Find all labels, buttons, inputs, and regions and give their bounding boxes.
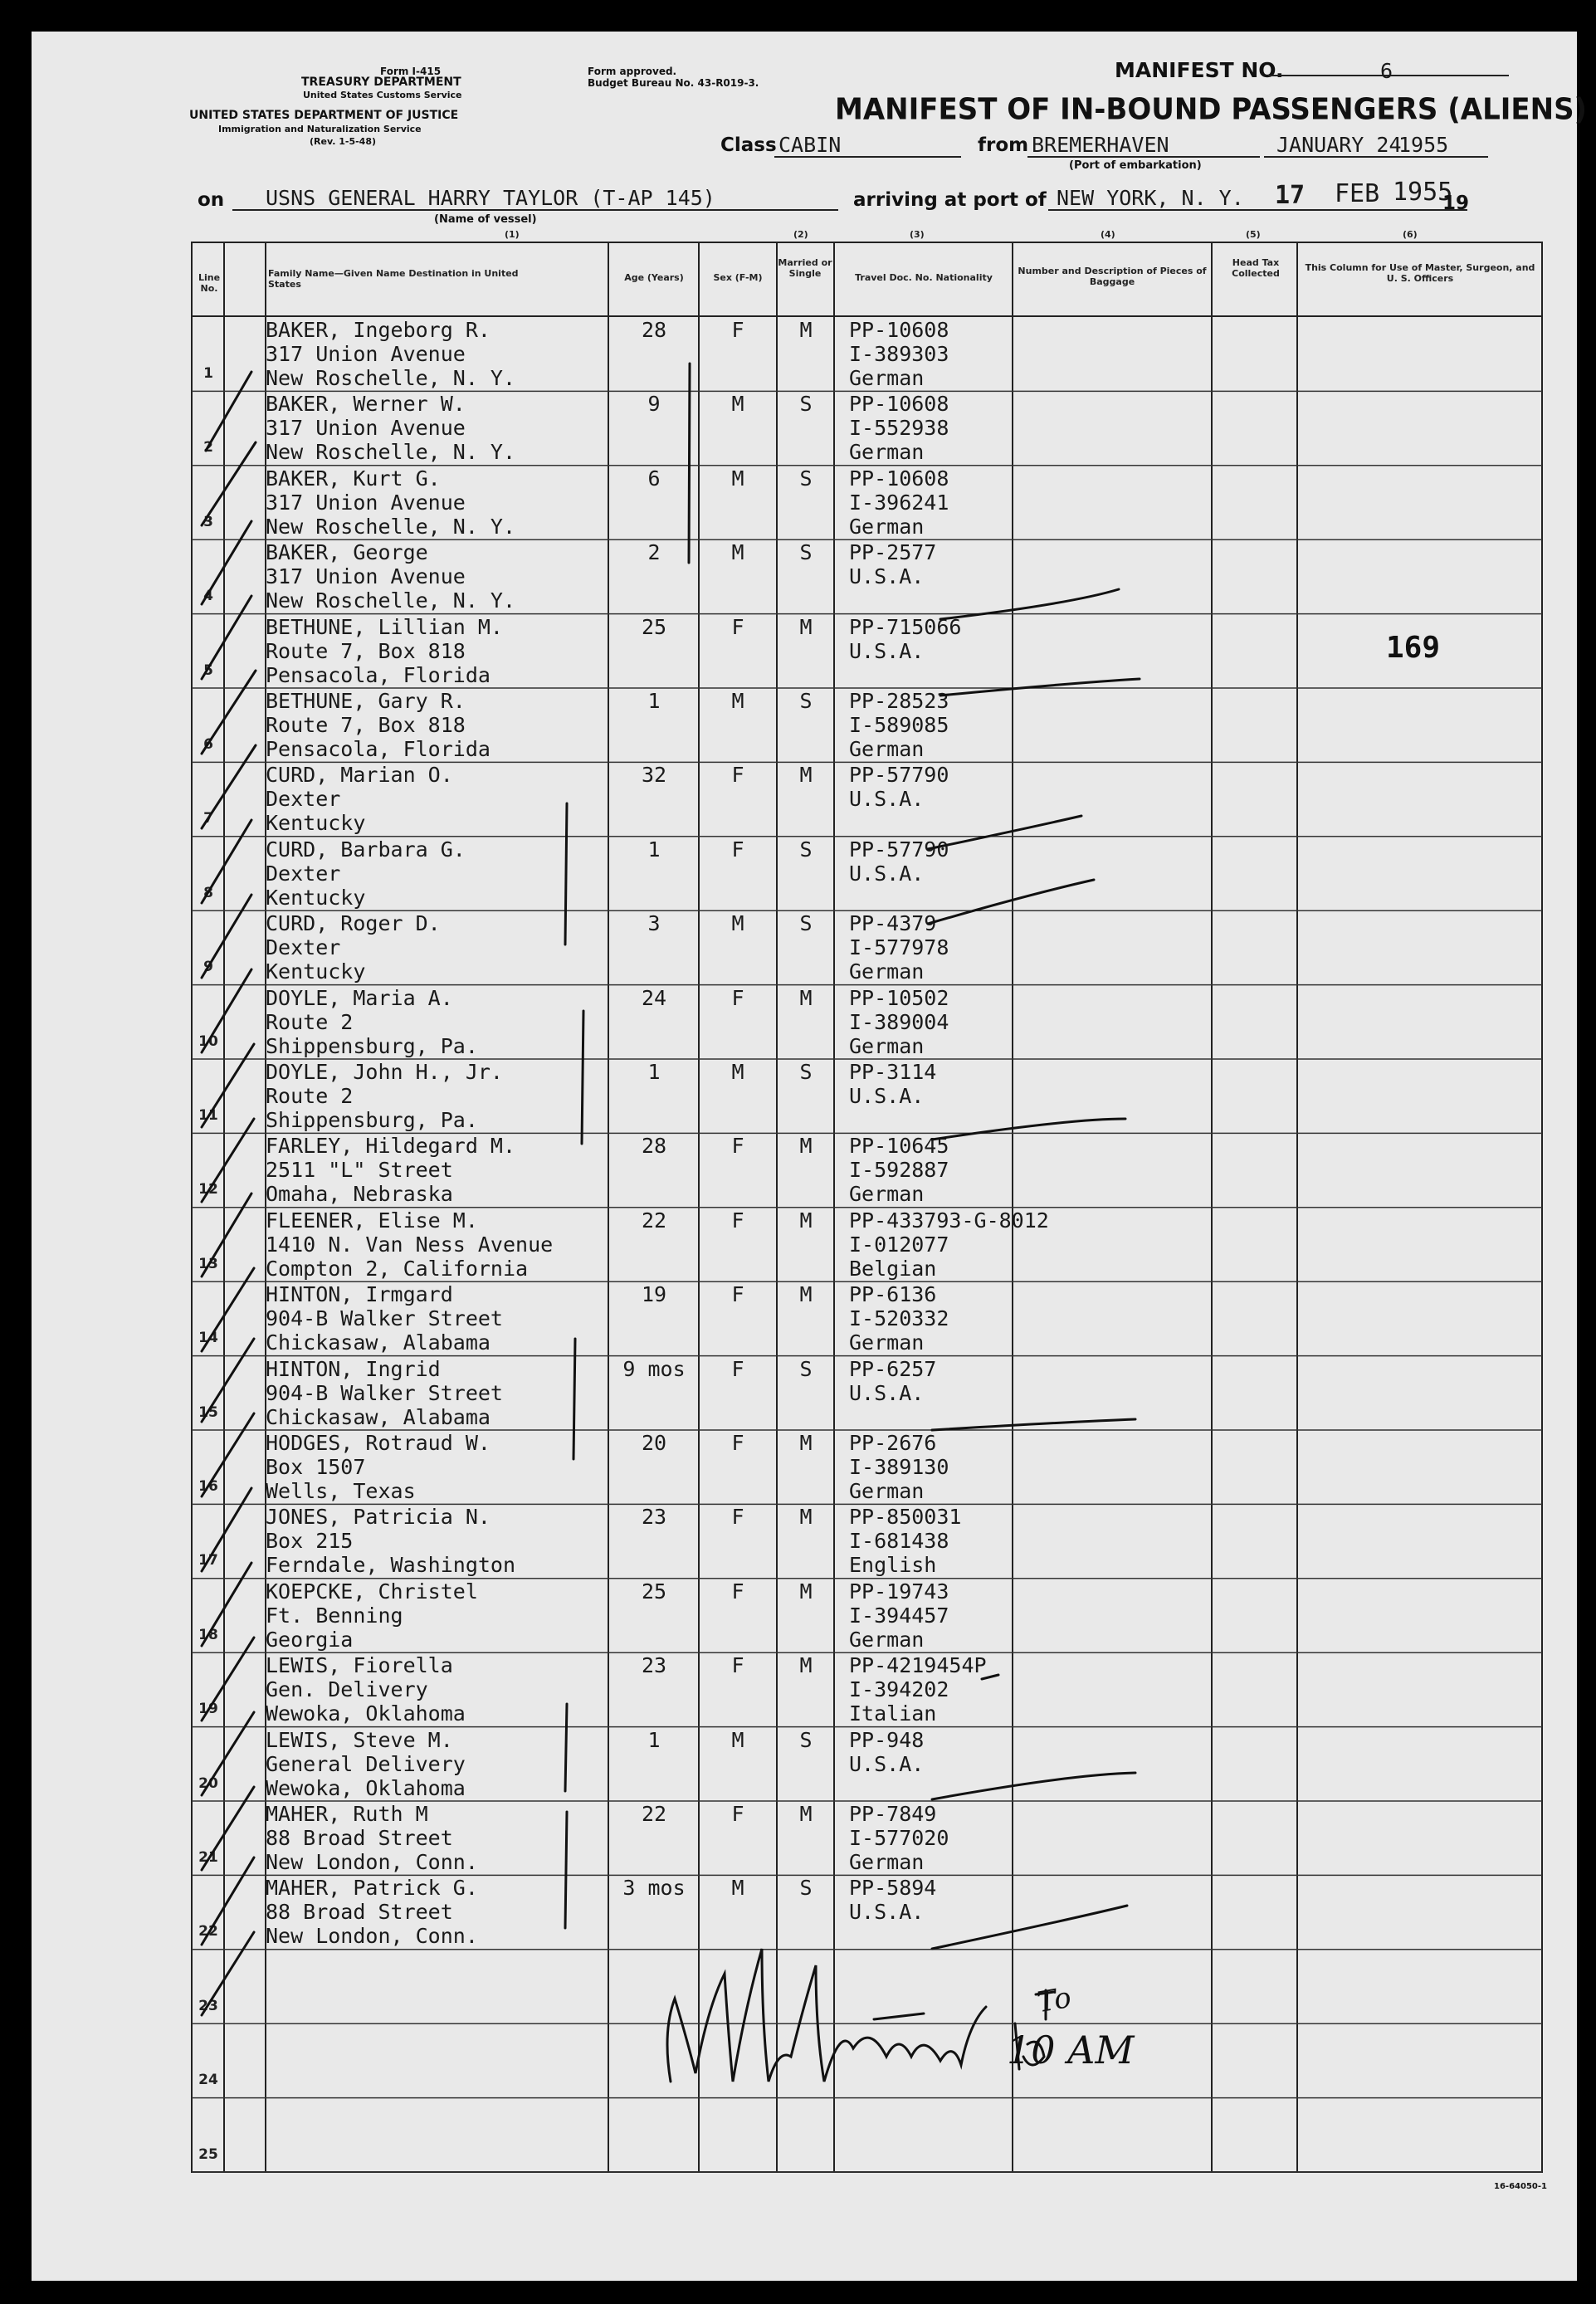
travel-doc-number: PP-28523: [849, 689, 949, 713]
passenger-marital-status: S: [799, 1060, 813, 1084]
passenger-address: 904-B Walker Street: [266, 1380, 503, 1405]
passenger-age: 9 mos: [622, 1356, 686, 1381]
passenger-age: 22: [641, 1802, 667, 1826]
passenger-address: 317 Union Avenue: [266, 416, 466, 441]
passenger-age: 9: [647, 392, 661, 417]
travel-doc-number: PP-10645: [849, 1134, 949, 1159]
annotation-number: 169: [1386, 631, 1441, 665]
passenger-name: BAKER, George: [266, 540, 428, 565]
line-number: 12: [198, 1181, 218, 1198]
travel-doc-secondary: U.S.A.: [849, 861, 925, 886]
travel-doc-number: PP-4219454P: [849, 1653, 987, 1678]
travel-doc-secondary: I-577978: [849, 935, 949, 960]
line-number: 25: [198, 2145, 218, 2163]
travel-doc-secondary: I-681438: [849, 1529, 949, 1554]
travel-doc-secondary: U.S.A.: [849, 638, 925, 663]
travel-doc-number: PP-433793-G-8012: [849, 1208, 1049, 1233]
travel-doc-secondary: I-396241: [849, 490, 949, 515]
passenger-marital-status: M: [799, 1653, 813, 1678]
passenger-address: Route 2: [266, 1009, 354, 1034]
passenger-address: Route 7, Box 818: [266, 713, 466, 737]
passenger-marital-status: M: [799, 1431, 813, 1455]
arriving-label: arriving at port of: [853, 189, 1047, 211]
line-number: 18: [198, 1626, 218, 1643]
from-label: from: [978, 134, 1029, 156]
travel-doc-secondary: I-589085: [849, 713, 949, 737]
header-head-tax: Head Tax Collected: [1232, 257, 1280, 279]
passenger-city: Pensacola, Florida: [266, 737, 491, 761]
departure-year: 1955: [1398, 133, 1449, 157]
passenger-address: General Delivery: [266, 1751, 466, 1776]
passenger-nationality: German: [849, 1330, 925, 1355]
passenger-name: KOEPCKE, Christel: [266, 1579, 478, 1604]
passenger-marital-status: S: [799, 1356, 813, 1381]
line-number: 20: [198, 1774, 218, 1792]
passenger-age: 2: [647, 540, 661, 565]
passenger-marital-status: S: [799, 1727, 813, 1752]
passenger-name: LEWIS, Steve M.: [266, 1727, 453, 1752]
passenger-sex: M: [731, 689, 744, 713]
passenger-sex: F: [731, 1431, 744, 1455]
embarkation-port: BREMERHAVEN: [1032, 133, 1169, 157]
manifest-label: MANIFEST NO.: [1115, 58, 1284, 82]
on-label: on: [198, 189, 225, 211]
ins-label: Immigration and Naturalization Service: [218, 124, 422, 134]
line-number: 24: [198, 2072, 218, 2089]
passenger-sex: F: [731, 1356, 744, 1381]
passenger-address: 904-B Walker Street: [266, 1306, 503, 1331]
column-number: (2): [793, 229, 808, 240]
column-number: (1): [505, 229, 520, 240]
passenger-nationality: German: [849, 440, 925, 465]
passenger-name: DOYLE, Maria A.: [266, 985, 453, 1010]
passenger-sex: M: [731, 1727, 744, 1752]
arrival-stamp-day: 17: [1275, 181, 1306, 210]
passenger-marital-status: S: [799, 466, 813, 491]
passenger-marital-status: M: [799, 985, 813, 1010]
passenger-address: 2511 "L" Street: [266, 1158, 453, 1183]
passenger-name: BAKER, Werner W.: [266, 392, 466, 417]
passenger-sex: F: [731, 1282, 744, 1307]
header-travel-doc: Travel Doc. No. Nationality: [855, 272, 993, 283]
passenger-city: Chickasaw, Alabama: [266, 1404, 491, 1429]
passenger-name: BAKER, Kurt G.: [266, 466, 441, 491]
travel-doc-number: PP-6257: [849, 1356, 937, 1381]
travel-doc-secondary: I-389130: [849, 1455, 949, 1479]
passenger-address: 1410 N. Van Ness Avenue: [266, 1232, 554, 1257]
passenger-address: Box 215: [266, 1529, 354, 1554]
passenger-sex: M: [731, 392, 744, 417]
header-line-no: Line No.: [198, 272, 221, 294]
travel-doc-secondary: U.S.A.: [849, 564, 925, 589]
passenger-nationality: German: [849, 514, 925, 539]
treasury-department: TREASURY DEPARTMENT: [301, 76, 461, 89]
passenger-city: Ferndale, Washington: [266, 1553, 516, 1578]
line-number: 11: [198, 1107, 218, 1124]
travel-doc-secondary: I-389004: [849, 1009, 949, 1034]
passenger-marital-status: M: [799, 763, 813, 788]
passenger-age: 24: [641, 985, 667, 1010]
passenger-address: 317 Union Avenue: [266, 342, 466, 366]
header-baggage: Number and Description of Pieces of Baggage: [1018, 266, 1207, 287]
line-number: 1: [203, 365, 213, 382]
passenger-age: 22: [641, 1208, 667, 1233]
passenger-name: JONES, Patricia N.: [266, 1505, 491, 1530]
passenger-address: Route 7, Box 818: [266, 638, 466, 663]
passenger-sex: F: [731, 837, 744, 862]
passenger-name: BAKER, Ingeborg R.: [266, 318, 491, 342]
passenger-nationality: German: [849, 1033, 925, 1058]
passenger-nationality: German: [849, 959, 925, 984]
column-number: (6): [1403, 229, 1418, 240]
line-number: 5: [203, 661, 213, 679]
passenger-nationality: German: [849, 1182, 925, 1207]
line-number: 13: [198, 1255, 218, 1272]
line-number: 22: [198, 1923, 218, 1940]
header-sex: Sex (F-M): [713, 272, 763, 283]
passenger-nationality: German: [849, 1627, 925, 1652]
passenger-age: 20: [641, 1431, 667, 1455]
passenger-age: 23: [641, 1505, 667, 1530]
budget-bureau: Budget Bureau No. 43-R019-3.: [588, 77, 759, 89]
line-number: 2: [203, 439, 213, 456]
passenger-sex: M: [731, 540, 744, 565]
passenger-age: 25: [641, 614, 667, 639]
column-number: (4): [1101, 229, 1115, 240]
passenger-marital-status: M: [799, 1505, 813, 1530]
travel-doc-secondary: U.S.A.: [849, 1380, 925, 1405]
passenger-age: 23: [641, 1653, 667, 1678]
passenger-nationality: German: [849, 1850, 925, 1874]
doj-label: UNITED STATES DEPARTMENT OF JUSTICE: [189, 109, 459, 122]
passenger-marital-status: M: [799, 1134, 813, 1159]
passenger-name: CURD, Roger D.: [266, 911, 441, 936]
passenger-city: Georgia: [266, 1627, 354, 1652]
line-number: 17: [198, 1552, 218, 1569]
passenger-address: Dexter: [266, 787, 341, 812]
passenger-name: FARLEY, Hildegard M.: [266, 1134, 516, 1159]
line-number: 6: [203, 736, 213, 753]
passenger-sex: M: [731, 1876, 744, 1901]
passenger-name: HINTON, Ingrid: [266, 1356, 441, 1381]
passenger-marital-status: S: [799, 540, 813, 565]
header-married: Married or Single: [778, 257, 832, 279]
passenger-city: Pensacola, Florida: [266, 662, 491, 687]
passenger-age: 1: [647, 1060, 661, 1084]
line-number: 10: [198, 1032, 218, 1050]
form-number: Form I-415: [380, 66, 442, 77]
passenger-age: 1: [647, 1727, 661, 1752]
year-prefix: 19: [1442, 193, 1470, 214]
passenger-age: 3: [647, 911, 661, 936]
passenger-name: FLEENER, Elise M.: [266, 1208, 478, 1233]
passenger-age: 19: [641, 1282, 667, 1307]
travel-doc-secondary: I-577020: [849, 1826, 949, 1850]
travel-doc-number: PP-4379: [849, 911, 937, 936]
passenger-marital-status: S: [799, 911, 813, 936]
passenger-nationality: German: [849, 1479, 925, 1503]
passenger-age: 28: [641, 318, 667, 342]
passenger-sex: F: [731, 1505, 744, 1530]
passenger-name: CURD, Marian O.: [266, 763, 453, 788]
revision: (Rev. 1-5-48): [310, 136, 377, 147]
passenger-marital-status: M: [799, 1802, 813, 1826]
passenger-age: 6: [647, 466, 661, 491]
passenger-nationality: German: [849, 366, 925, 390]
passenger-address: Box 1507: [266, 1455, 366, 1479]
line-number: 16: [198, 1478, 218, 1495]
customs-service: United States Customs Service: [303, 90, 462, 100]
passenger-city: New Roschelle, N. Y.: [266, 588, 516, 613]
travel-doc-number: PP-948: [849, 1727, 925, 1752]
passenger-age: 3 mos: [622, 1876, 686, 1901]
passenger-address: Ft. Benning: [266, 1603, 403, 1628]
travel-doc-number: PP-2577: [849, 540, 937, 565]
line-number: 9: [203, 959, 213, 976]
passenger-sex: F: [731, 318, 744, 342]
passenger-marital-status: S: [799, 837, 813, 862]
travel-doc-secondary: I-012077: [849, 1232, 949, 1257]
arrival-stamp-month: FEB: [1335, 179, 1380, 208]
passenger-name: LEWIS, Fiorella: [266, 1653, 453, 1678]
travel-doc-number: PP-57790: [849, 837, 949, 862]
line-number: 21: [198, 1849, 218, 1866]
passenger-marital-status: M: [799, 1282, 813, 1307]
passenger-marital-status: M: [799, 614, 813, 639]
passenger-city: New Roschelle, N. Y.: [266, 514, 516, 539]
travel-doc-number: PP-5894: [849, 1876, 937, 1901]
passenger-age: 32: [641, 763, 667, 788]
travel-doc-number: PP-850031: [849, 1505, 962, 1530]
passenger-sex: F: [731, 763, 744, 788]
passenger-marital-status: S: [799, 689, 813, 713]
passenger-city: Compton 2, California: [266, 1256, 529, 1281]
travel-doc-secondary: U.S.A.: [849, 1751, 925, 1776]
passenger-sex: F: [731, 1208, 744, 1233]
passenger-sex: F: [731, 985, 744, 1010]
passenger-address: Gen. Delivery: [266, 1677, 428, 1702]
class-label: Class: [720, 134, 777, 156]
passenger-age: 1: [647, 837, 661, 862]
vessel-name: USNS GENERAL HARRY TAYLOR (T-AP 145): [266, 186, 715, 210]
passenger-sex: M: [731, 1060, 744, 1084]
passenger-name: CURD, Barbara G.: [266, 837, 466, 862]
form-approved: Form approved.: [588, 66, 677, 77]
vessel-caption: (Name of vessel): [434, 213, 537, 226]
passenger-sex: M: [731, 466, 744, 491]
passenger-city: New Roschelle, N. Y.: [266, 440, 516, 465]
passenger-address: 88 Broad Street: [266, 1900, 453, 1925]
passenger-city: New Roschelle, N. Y.: [266, 366, 516, 390]
line-number: 15: [198, 1403, 218, 1421]
passenger-nationality: Italian: [849, 1701, 937, 1726]
passenger-nationality: English: [849, 1553, 937, 1578]
travel-doc-number: PP-10608: [849, 392, 949, 417]
page-title: MANIFEST OF IN-BOUND PASSENGERS (ALIENS): [835, 92, 1588, 127]
passenger-city: New London, Conn.: [266, 1924, 478, 1949]
header-name: Family Name—Given Name Destination in United States: [268, 268, 519, 290]
line-number: 14: [198, 1330, 218, 1347]
passenger-city: New London, Conn.: [266, 1850, 478, 1874]
travel-doc-secondary: I-394202: [849, 1677, 949, 1702]
passenger-age: 25: [641, 1579, 667, 1604]
passenger-city: Shippensburg, Pa.: [266, 1108, 478, 1132]
travel-doc-secondary: I-520332: [849, 1306, 949, 1331]
travel-doc-number: PP-6136: [849, 1282, 937, 1307]
class-value: CABIN: [778, 133, 842, 157]
arrival-port: NEW YORK, N. Y.: [1057, 186, 1244, 210]
travel-doc-number: PP-10608: [849, 318, 949, 342]
passenger-name: HODGES, Rotraud W.: [266, 1431, 491, 1455]
passenger-nationality: Belgian: [849, 1256, 937, 1281]
passenger-address: Dexter: [266, 935, 341, 960]
passenger-name: MAHER, Ruth M: [266, 1802, 428, 1826]
column-number: (3): [910, 229, 925, 240]
footer-code: 16-64050-1: [1494, 2182, 1547, 2191]
line-number: 3: [203, 513, 213, 530]
passenger-address: Dexter: [266, 861, 341, 886]
travel-doc-secondary: U.S.A.: [849, 1900, 925, 1925]
passenger-marital-status: S: [799, 392, 813, 417]
passenger-name: BETHUNE, Lillian M.: [266, 614, 503, 639]
line-number: 8: [203, 884, 213, 901]
passenger-name: DOYLE, John H., Jr.: [266, 1060, 503, 1084]
travel-doc-secondary: I-394457: [849, 1603, 949, 1628]
line-number: 19: [198, 1701, 218, 1718]
passenger-city: Shippensburg, Pa.: [266, 1033, 478, 1058]
passenger-marital-status: M: [799, 1208, 813, 1233]
line-number: 7: [203, 810, 213, 827]
passenger-sex: F: [731, 1653, 744, 1678]
passenger-sex: F: [731, 1802, 744, 1826]
travel-doc-number: PP-10608: [849, 466, 949, 491]
travel-doc-secondary: U.S.A.: [849, 1084, 925, 1108]
signature-note-time: 10 AM: [1007, 2028, 1135, 2072]
passenger-sex: F: [731, 1134, 744, 1159]
passenger-city: Kentucky: [266, 811, 366, 836]
line-number: 4: [203, 588, 213, 605]
line-number: 23: [198, 1997, 218, 2014]
passenger-sex: M: [731, 911, 744, 936]
travel-doc-number: PP-3114: [849, 1060, 937, 1084]
passenger-city: Omaha, Nebraska: [266, 1182, 453, 1207]
passenger-address: 317 Union Avenue: [266, 490, 466, 515]
departure-date: JANUARY 24: [1276, 133, 1402, 157]
travel-doc-number: PP-57790: [849, 763, 949, 788]
passenger-name: MAHER, Patrick G.: [266, 1876, 478, 1901]
passenger-city: Kentucky: [266, 885, 366, 910]
travel-doc-number: PP-19743: [849, 1579, 949, 1604]
passenger-name: BETHUNE, Gary R.: [266, 689, 466, 713]
manifest-number: 6: [1380, 59, 1393, 83]
travel-doc-number: PP-715066: [849, 614, 962, 639]
header-officers: This Column for Use of Master, Surgeon, and U. S. Officers: [1305, 262, 1535, 284]
passenger-city: Wewoka, Oklahoma: [266, 1775, 466, 1800]
travel-doc-number: PP-10502: [849, 985, 949, 1010]
passenger-sex: F: [731, 614, 744, 639]
travel-doc-secondary: U.S.A.: [849, 787, 925, 812]
embarkation-caption: (Port of embarkation): [1069, 159, 1202, 172]
passenger-city: Chickasaw, Alabama: [266, 1330, 491, 1355]
column-number: (5): [1246, 229, 1261, 240]
passenger-address: 88 Broad Street: [266, 1826, 453, 1850]
header-age: Age (Years): [624, 272, 684, 283]
passenger-age: 28: [641, 1134, 667, 1159]
travel-doc-number: PP-2676: [849, 1431, 937, 1455]
travel-doc-secondary: I-552938: [849, 416, 949, 441]
passenger-marital-status: S: [799, 1876, 813, 1901]
passenger-age: 1: [647, 689, 661, 713]
travel-doc-secondary: I-389303: [849, 342, 949, 366]
passenger-address: 317 Union Avenue: [266, 564, 466, 589]
passenger-city: Wells, Texas: [266, 1479, 416, 1503]
travel-doc-secondary: I-592887: [849, 1158, 949, 1183]
passenger-name: HINTON, Irmgard: [266, 1282, 453, 1307]
passenger-city: Wewoka, Oklahoma: [266, 1701, 466, 1726]
passenger-marital-status: M: [799, 1579, 813, 1604]
passenger-nationality: German: [849, 737, 925, 761]
passenger-marital-status: M: [799, 318, 813, 342]
passenger-city: Kentucky: [266, 959, 366, 984]
passenger-sex: F: [731, 1579, 744, 1604]
travel-doc-number: PP-7849: [849, 1802, 937, 1826]
passenger-address: Route 2: [266, 1084, 354, 1108]
arrival-stamp-year: 1955: [1393, 178, 1453, 207]
signature-note-to: To: [1034, 1980, 1074, 2020]
manifest-page: [32, 32, 1588, 2281]
